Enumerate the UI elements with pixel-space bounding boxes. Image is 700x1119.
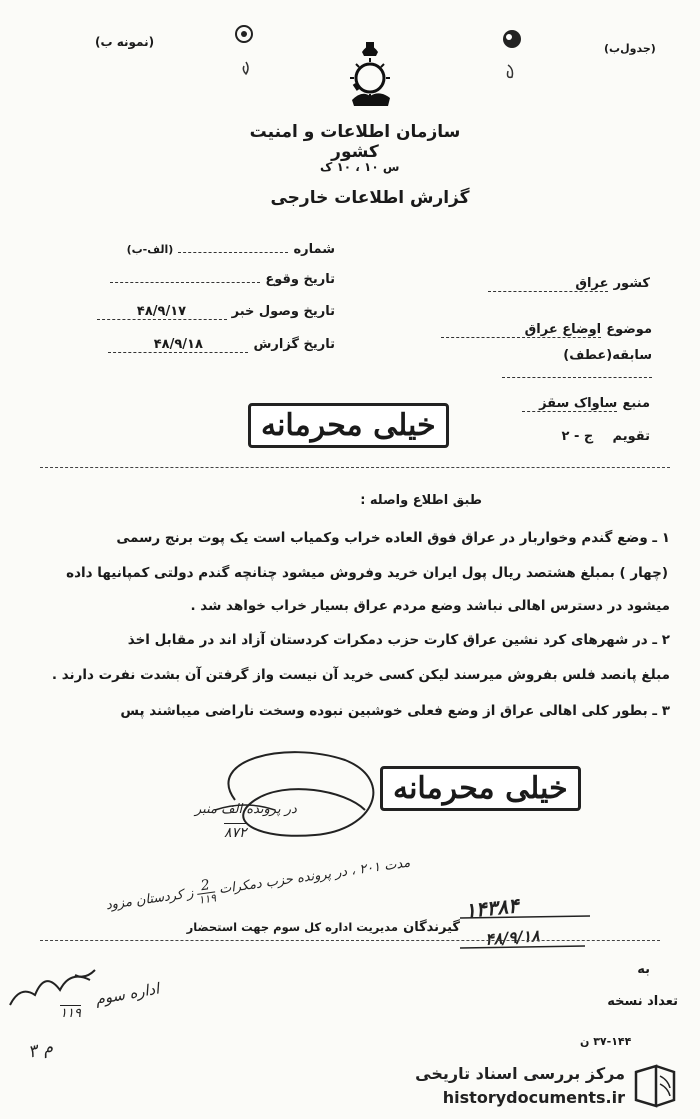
- handwritten-note-m3: م ۳: [25, 1037, 56, 1063]
- occurrence-date-line: [110, 282, 260, 283]
- handwritten-note-file-number: ۸۷۲: [224, 825, 247, 841]
- report-date-value: ۴۸/۹/۱۸: [108, 337, 248, 353]
- recipients-divider: [40, 940, 660, 941]
- watermark-url: historydocuments.ir: [442, 1088, 625, 1107]
- receipt-date-field: [85, 300, 335, 320]
- section-divider: [40, 467, 670, 468]
- receipt-date-label: تاریخ وصول خبر: [231, 304, 335, 319]
- source-field: [470, 392, 650, 412]
- fraction-top: 2: [196, 878, 216, 895]
- handwritten-note-party-suffix: ز کردستان مزود: [104, 886, 195, 914]
- lion-and-sun-emblem-icon: [340, 38, 400, 110]
- country-value: عراق: [488, 276, 608, 292]
- evaluation-value: ج - ۲: [561, 429, 594, 444]
- small-seal-right-icon: [498, 25, 526, 90]
- classification-stamp-top: خیلی محرمانه: [248, 403, 449, 448]
- watermark-text: مرکز بررسی اسناد تاریخی: [415, 1064, 625, 1083]
- source-value: ساواک سقز: [522, 396, 617, 412]
- fraction-bottom: ۱۱۹: [197, 891, 217, 907]
- small-seal-left-icon: [232, 22, 256, 82]
- evaluation-field: [510, 425, 650, 444]
- background-field: [420, 344, 652, 382]
- organization-name: سازمان اطلاعات و امنیت کشور: [249, 122, 461, 162]
- registration-date: ۴۸/۹/۱۸: [484, 926, 541, 949]
- report-title: گزارش اطلاعات خارجی: [270, 188, 470, 208]
- handwritten-scribble-icon: [5, 965, 105, 1015]
- registration-box-icon: [455, 888, 595, 954]
- registration-number: ۱۴۳۸۴: [463, 893, 520, 923]
- recipients-field: [60, 916, 460, 935]
- body-line-2: (چهار ) بمبلغ هشتصد ریال پول ایران خرید وفروش میشود چنانچه گندم دولتی کمپانیها داده: [66, 565, 668, 581]
- document-code: س ۱۰ ، ۱۰ ک: [320, 160, 400, 174]
- recipients-value: مدیریت اداره کل سوم جهت استحضار: [186, 920, 399, 934]
- form-number: ۳۷-۱۴۴ ن: [580, 1035, 632, 1048]
- classification-stamp-bottom: خیلی محرمانه: [380, 766, 581, 811]
- background-label: سابقه(عطف): [563, 348, 652, 363]
- body-line-4: ۲ ـ در شهرهای کرد نشین عراق کارت حزب دمکرات کردستان آزاد اند در مقابل اخذ: [127, 632, 670, 648]
- recipients-label: گیرندگان: [403, 920, 460, 935]
- form-note: (جدول‌ب): [604, 42, 656, 55]
- background-line: [502, 377, 652, 378]
- number-line: [178, 252, 288, 253]
- report-date-label: تاریخ گزارش: [253, 337, 335, 352]
- handwritten-note-office-number: ۱۱۹: [60, 1006, 81, 1021]
- source-label: منبع: [622, 396, 650, 411]
- body-line-5: مبلغ پانصد فلس بفروش میرسند لیکن کسی خرید آن نیست واز گرفتن آن بشدت نفرت دارند .: [51, 667, 670, 683]
- handwritten-note-office: اداره سوم: [93, 979, 161, 1009]
- form-code: (نمونه ب): [95, 35, 155, 49]
- receipt-date-value: ۴۸/۹/۱۷: [97, 304, 227, 320]
- occurrence-date-label: تاریخ وقوع: [265, 272, 335, 287]
- handwritten-note-file: در پرونده الف منبر: [195, 802, 297, 817]
- number-field: [95, 238, 335, 257]
- country-label: کشور: [613, 276, 650, 291]
- number-label: شماره: [293, 242, 335, 257]
- report-date-field: [85, 333, 335, 353]
- body-line-3: میشود در دسترس اهالی نباشد وضع مردم عراق بسیار خراب خواهد شد .: [190, 598, 670, 614]
- evaluation-label: تقویم: [612, 429, 650, 444]
- body-line-6: ۳ ـ بطور کلی اهالی عراق از وضع فعلی خوشبین نبوده وسخت ناراضی میباشند پس: [120, 703, 670, 719]
- subject-value: اوضاع عراق: [441, 322, 601, 338]
- handwritten-note-party-text: مدت ۲۰۱ ، در پرونده حزب دمکرات: [218, 855, 412, 898]
- handwritten-note-party-fraction: [196, 878, 217, 906]
- occurrence-date-field: [95, 268, 335, 287]
- country-field: [440, 272, 650, 292]
- watermark-logo-icon: [630, 1062, 680, 1110]
- body-intro: طبق اطلاع واصله :: [360, 493, 482, 508]
- subject-label: موضوع: [606, 322, 652, 337]
- subject-field: [420, 318, 652, 338]
- copies-label: تعداد نسخه: [607, 994, 678, 1009]
- to-label: به: [637, 962, 650, 977]
- number-value: (الف-ب): [126, 243, 174, 256]
- body-line-1: ۱ ـ وضع گندم وخواربار در عراق فوق العاده خراب وکمیاب است یک پوت برنج رسمی: [116, 530, 670, 546]
